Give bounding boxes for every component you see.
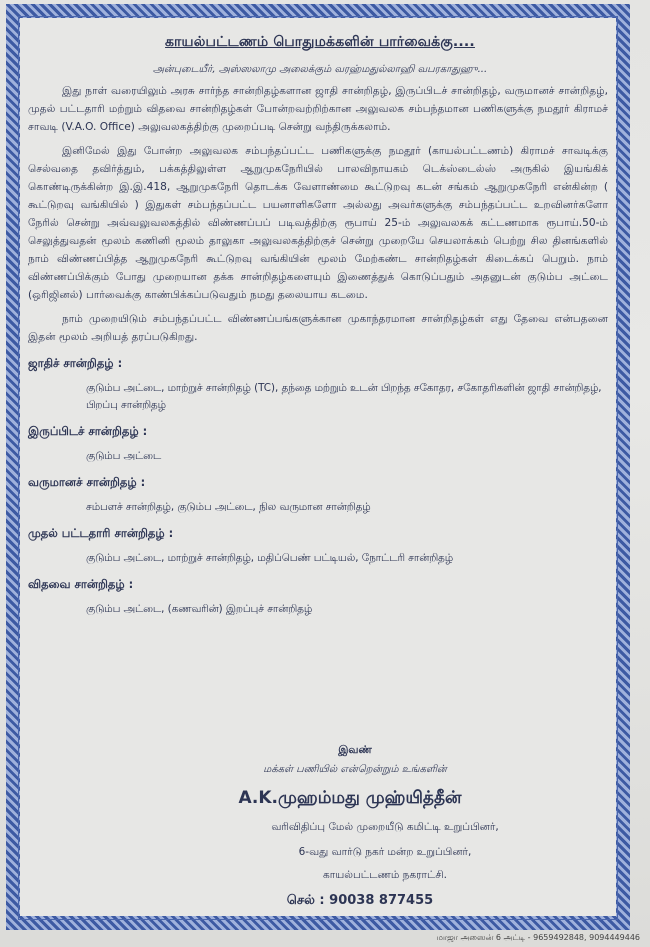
section-first-graduate	[28, 526, 612, 567]
printer-footer: மாஜா அஸைன் 6 அட்டி - 9659492848, 9094449446	[436, 933, 640, 942]
section-heading: இருப்பிடச் சான்றிதழ் :	[28, 424, 148, 438]
section-heading: வருமானச் சான்றிதழ் :	[28, 475, 146, 489]
section-widow	[28, 577, 612, 618]
section-body: குடும்ப அட்டை, (கணவரின்) இறப்புச் சான்றிதழ்	[86, 603, 313, 615]
section-body: குடும்ப அட்டை, மாற்றுச் சான்றிதழ் (TC), தந்தை மற்றும் உடன் பிறந்த சகோதர, சகோதரிகளின் ஜாதி சான்றிதழ், பிறப்பு சான்றிதழ்	[86, 382, 602, 411]
section-income	[28, 475, 612, 516]
section-body: சம்பளச் சான்றிதழ், குடும்ப அட்டை, நில வருமான சான்றிதழ்	[86, 501, 371, 513]
paragraph-intro: இது நாள் வரையிலும் அரசு சார்ந்த சான்றிதழ்களான ஜாதி சான்றிதழ், இருப்பிடச் சான்றிதழ், வருமானச் சான்றிதழ், முதல் பட்டதாரி மற்றும் விதவை சான்றிதழ்கள் போன்றவற்றிற்கான அலுவலக சம்பந்தமான பணிகளுக்கு நமதூர் கிராமச் சாவடி (V.A.O. Office) அலுவலகத்திற்கு முறைப்படி சென்று வந்திருக்கலாம்.	[28, 85, 608, 133]
signature-tagline: மக்கள் பணியில் என்றென்றும் உங்களின்	[263, 764, 447, 775]
section-body: குடும்ப அட்டை	[86, 450, 162, 462]
notice-title: காயல்பட்டணம் பொதுமக்களின் பார்வைக்கு....	[165, 34, 475, 50]
greeting: அன்புடையீர், அஸ்ஸலாமு அலைக்கும் வரஹ்மதுல்லாஹி வபரகாதுஹு...	[152, 64, 488, 75]
section-caste	[28, 356, 612, 414]
section-heading: முதல் பட்டதாரி சான்றிதழ் :	[28, 526, 174, 540]
signature-role-3: காயல்பட்டணம் நகராட்சி.	[323, 869, 447, 881]
section-heading: ஜாதிச் சான்றிதழ் :	[28, 356, 123, 370]
signature-phone: செல் : 90038 877455	[286, 893, 434, 908]
notice-content	[28, 26, 612, 908]
section-residence	[28, 424, 612, 465]
signature-role-2: 6-வது வார்டு நகர் மன்ற உறுப்பினர்,	[298, 846, 472, 858]
signature-role-1: வரிவிதிப்பு மேல் முறையீடு கமிட்டி உறுப்பினர்,	[271, 821, 499, 833]
signature-ivan: இவண்	[338, 744, 372, 756]
section-heading: விதவை சான்றிதழ் :	[28, 577, 134, 591]
paragraph-instructions: இனிமேல் இது போன்ற அலுவலக சம்பந்தப்பட்ட பணிகளுக்கு நமதூர் (காயல்பட்டணம்) கிராமச் சாவடிக்கு செல்வதை தவிர்த்தும், பக்கத்திலுள்ள ஆறுமுகநேரியில் பாலவிநாயகம் டெக்ஸ்டைல்ஸ் அருகில் இயங்கிக் கொண்டிருக்கின்ற இ.இ.418, ஆறுமுகநேரி தொடக்க வேளாண்மை கூட்டுறவு கடன் சங்கம் ஆறுமுகநேரி என்கின்ற ( கூட்டுறவு வங்கியில் ) இதுகள் சம்பந்தப்பட்ட பயனாளிகளோ அல்லது அவர்களுக்கு சம்பந்தப்பட்ட உறவினர்களோ நேரில் சென்று அவ்வலுவலகத்தில் விண்ணப்பப் படிவத்திற்கு ரூபாய் 25-ம் அலுவலகக் கட்டணமாக ரூபாய்.50-ம் செலுத்துவதன் மூலம் கணினி மூலம் தாலுகா அலுவலகத்திற்குச் சென்று முறையே செயலாக்கம் பெற்று சில தினங்களில் நாம் விண்ணப்பித்த ஆறுமுகநேரி கூட்டுறவு வங்கியின் மூலம் மேற்கண்ட சான்றிதழ்கள் கிடைக்கப் பெறும். நாம் விண்ணப்பிக்கும் போது முறையான தக்க சான்றிதழ்களையும் இணைத்துக் கொடுப்பதும் அதனுடன் குடும்ப அட்டை (ஒரிஜினல்) பார்வைக்கு காண்பிக்கப்படுவதும் நமது தலையாய கடமை.	[28, 145, 608, 301]
signature-name: A.K.முஹம்மது முஹ்யித்தீன்	[238, 788, 462, 808]
paragraph-requirements: நாம் முறையிடும் சம்பந்தப்பட்ட விண்ணப்பங்களுக்கான முகாந்தரமான சான்றிதழ்கள் எது தேவை என்பதனை இதன் மூலம் அறியத் தரப்படுகிறது.	[28, 313, 608, 343]
section-body: குடும்ப அட்டை, மாற்றுச் சான்றிதழ், மதிப்பெண் பட்டியல், நோட்டரி சான்றிதழ்	[86, 552, 454, 564]
